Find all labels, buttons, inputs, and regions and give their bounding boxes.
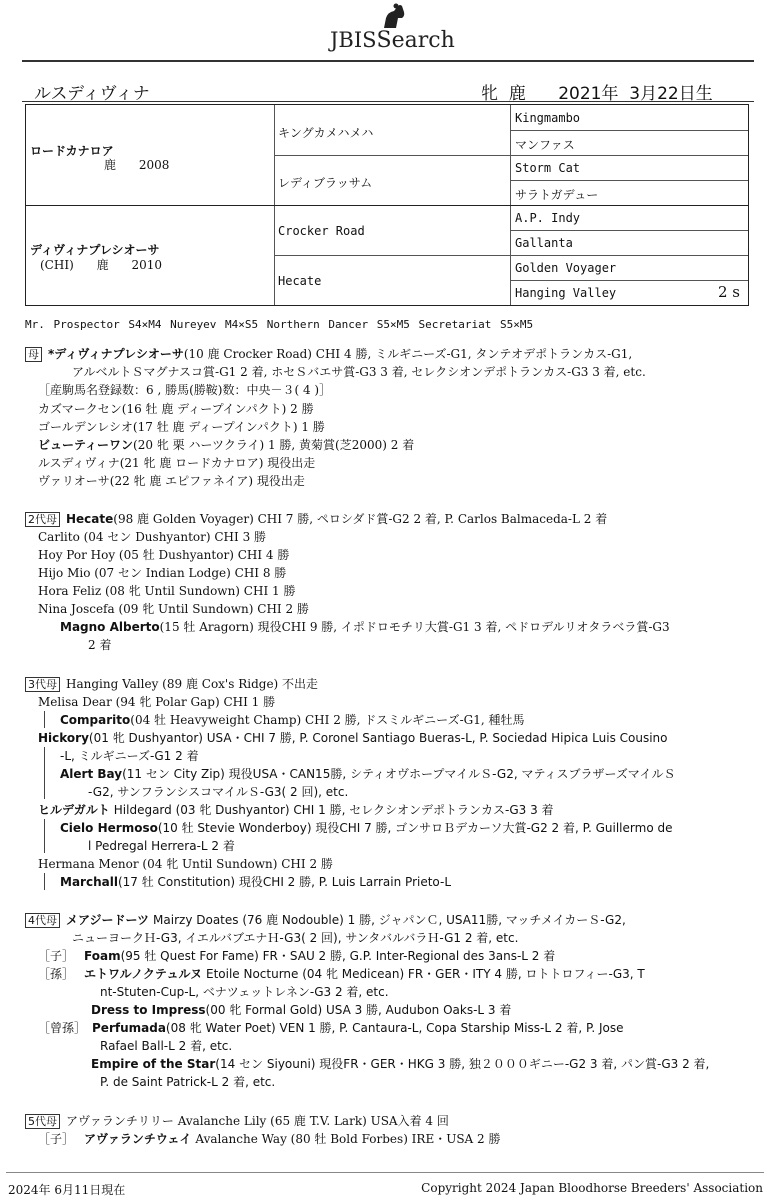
g5-line-1: 5代母 アヴァランチリリー Avalanche Lily (65 鹿 T.V. Lark) USA入着 4 回 (25, 1113, 449, 1129)
dam-line-3: ［産駒馬名登録数：6 , 勝馬(勝鞍)数：中央－３( 4 )］ (38, 383, 332, 397)
section-tag-g4: 4代母 (25, 913, 60, 928)
indent-bar (44, 747, 45, 799)
g3-hil: ヒルデガルト Hildegard (03 牝 Dushyantor) CHI 1 勝, セレクシオンデポトランカス-G3 3 着 (38, 803, 554, 817)
g2-sub: Magno Alberto(15 牡 Aragorn) 現役CHI 9 勝, イポドロモチリ大賞-G1 3 着, ペドロデルリオタラベラ賞-G3 (60, 620, 670, 634)
indent-bar (44, 711, 45, 728)
gen3-7[interactable]: Golden Voyager (515, 261, 617, 275)
alert-bay-link[interactable]: Alert Bay (60, 767, 123, 781)
foam-link[interactable]: Foam (84, 949, 121, 963)
foal-row: ルスディヴィナ(21 牝 鹿 ロードカナロア) 現役出走 (38, 456, 316, 470)
g3-cielo: Cielo Hermoso(10 牡 Stevie Wonderboy) 現役CHI 7 勝, ゴンサロＢデカーソ大賞-G2 2 着, P. Guillermo de (60, 821, 673, 835)
sire-name[interactable]: ロードカナロア (30, 144, 114, 158)
pedigree-size: 2 s (718, 283, 741, 301)
indent-bar (44, 873, 45, 890)
indent-bar (44, 819, 45, 853)
g3-hickory-2: -L, ミルギニーズ-G1 2 着 (60, 749, 199, 763)
gen3-8[interactable]: Hanging Valley (515, 286, 617, 300)
footer-date: 2024年 6月11日現在 (8, 1183, 126, 1197)
g3-marchall: Marchall(17 牡 Constitution) 現役CHI 2 勝, P. Luis Larrain Prieto-L (60, 875, 452, 889)
horse-info: 牝 鹿 2021年 3月22日生 (481, 84, 713, 104)
foal-link[interactable]: ルスディヴィナ (38, 456, 120, 470)
g3-cielo-2: l Pedregal Herrera-L 2 着 (88, 839, 235, 853)
g4-child: ［子］ Foam(95 牡 Quest For Fame) FR・SAU 2 勝, G.P. Inter-Regional des 3ans-L 2 着 (38, 949, 556, 963)
hickory-link[interactable]: Hickory (38, 731, 89, 745)
site-logo[interactable]: JBISSearch (330, 28, 455, 53)
gen3-6[interactable]: Gallanta (515, 236, 573, 250)
section-tag-g3: 3代母 (25, 677, 60, 692)
g4-empire-2: P. de Saint Patrick-L 2 着, etc. (100, 1075, 276, 1089)
g3-hickory: Hickory(01 牝 Dushyantor) USA・CHI 7 勝, P. Coronel Santiago Bueras-L, P. Sociedad Hipica Luis Cousino (38, 731, 668, 745)
g4-grand-2: nt-Stuten-Cup-L, ベナツェットレネン-G3 2 着, etc. (100, 985, 389, 999)
foal-row: ビューティーワン(20 牝 栗 ハーツクライ) 1 勝, 黄菊賞(芝2000) 2 着 (38, 438, 415, 452)
g3-alert: Alert Bay(11 セン City Zip) 現役USA・CAN15勝, シティオヴホープマイルＳ-G2, マティスブラザーズマイルＳ (60, 767, 676, 781)
g3-comparito: Comparito(04 牡 Heavyweight Champ) CHI 2 勝, ドスミルギニーズ-G1, 種牡馬 (60, 713, 525, 727)
footer-copyright: Copyright 2024 Japan Bloodhorse Breeders' Association (421, 1181, 763, 1195)
gen2-dam-sire[interactable]: Crocker Road (278, 224, 365, 238)
dam-name[interactable]: ディヴィナプレシオーサ (30, 243, 160, 257)
gen3-2[interactable]: マンファス (515, 138, 575, 152)
g4-grand: ［孫］ エトワルノクテュルヌ Etoile Nocturne (04 牝 Medicean) FR・GER・ITY 4 勝, ロトトロフィー-G3, T (38, 967, 645, 981)
gen2-sire-dam[interactable]: レディブラッサム (278, 176, 373, 190)
g2-foal: Carlito (04 セン Dushyantor) CHI 3 勝 (38, 530, 267, 544)
foal-row: ゴールデンレシオ(17 牡 鹿 ディープインパクト) 1 勝 (38, 420, 325, 434)
section-tag-dam: 母 (25, 347, 42, 362)
dam-line-1: 母 *ディヴィナプレシオーサ(10 鹿 Crocker Road) CHI 4 勝, ミルギニーズ-G1, タンテオデポトランカス-G1, (25, 346, 632, 362)
g4-dress: Dress to Impress(00 牝 Formal Gold) USA 3 勝, Audubon Oaks-L 3 着 (91, 1003, 512, 1017)
foal-row: カズマークセン(16 牡 鹿 ディープインパクト) 2 勝 (38, 402, 314, 416)
comparito-link[interactable]: Comparito (60, 713, 131, 727)
g4-empire: Empire of the Star(14 セン Siyouni) 現役FR・GER・HKG 3 勝, 独２０００ギニー-G2 3 着, パン賞-G3 2 着, (91, 1057, 710, 1071)
g2-foal: Nina Joscefa (09 牝 Until Sundown) CHI 2 勝 (38, 602, 309, 616)
dam-link[interactable]: *ディヴィナプレシオーサ (48, 347, 184, 361)
marchall-link[interactable]: Marchall (60, 875, 118, 889)
g2-foal: Hora Feliz (08 牝 Until Sundown) CHI 1 勝 (38, 584, 296, 598)
section-tag-g5: 5代母 (25, 1114, 60, 1129)
gen2-sire-sire[interactable]: キングカメハメハ (278, 126, 374, 140)
g2-foal: Hoy Por Hoy (05 牡 Dushyantor) CHI 4 勝 (38, 548, 290, 562)
dress-link[interactable]: Dress to Impress (91, 1003, 206, 1017)
etoile-link[interactable]: エトワルノクテュルヌ (84, 967, 202, 981)
section-tag-g2: 2代母 (25, 512, 60, 527)
foal-link[interactable]: ヴァリオーサ (38, 474, 110, 488)
dam-line-2: アルベルトＳマグナスコ賞-G1 2 着, ホセＳバエサ賞-G3 3 着, セレクシオンデポトランカス-G3 3 着, etc. (72, 365, 646, 379)
name-divider (22, 101, 754, 102)
g2-line-1: 2代母 Hecate(98 鹿 Golden Voyager) CHI 7 勝, ペロシダド賞-G2 2 着, P. Carlos Balmaceda-L 2 着 (25, 511, 607, 527)
site-header (0, 0, 775, 60)
g4-line-2: ニューヨークＨ-G3, イエルバブエナＨ-G3( 2 回), サンタバルバラＨ-G1 2 着, etc. (72, 931, 519, 945)
gen3-1[interactable]: Kingmambo (515, 111, 581, 125)
pedigree-table (25, 104, 749, 306)
g3-hermana: Hermana Menor (04 牝 Until Sundown) CHI 2 勝 (38, 857, 333, 871)
foal-row: ヴァリオーサ(22 牝 鹿 エピファネイア) 現役出走 (38, 474, 305, 488)
horse-name: ルスディヴィナ (34, 84, 150, 104)
foal-link[interactable]: ビューティーワン (38, 438, 134, 452)
g4-link[interactable]: メアジードーツ (66, 913, 150, 927)
g4-line-1: 4代母 メアジードーツ Mairzy Doates (76 鹿 Nodouble) 1 勝, ジャパンＣ, USA11勝, マッチメイカーＳ-G2, (25, 912, 626, 928)
foal-link[interactable]: カズマークセン (38, 402, 122, 416)
inbreeding-line: Mr. Prospector S4×M4 Nureyev M4×S5 Northern Dancer S5×M5 Secretariat S5×M5 (25, 318, 534, 331)
gen3-4[interactable]: サラトガデュー (515, 188, 599, 202)
g2-sub-2: 2 着 (88, 638, 112, 652)
gen3-3[interactable]: Storm Cat (515, 161, 581, 175)
gen2-dam-dam[interactable]: Hecate (278, 274, 322, 288)
footer-divider (6, 1172, 764, 1173)
g4-great: ［曾孫］ Perfumada(08 牝 Water Poet) VEN 1 勝, P. Cantaura-L, Copa Starship Miss-L 2 着, P. Jose (38, 1021, 624, 1035)
hildegard-link[interactable]: ヒルデガルト (38, 803, 110, 817)
g2-foal: Hijo Mio (07 セン Indian Lodge) CHI 8 勝 (38, 566, 287, 580)
avalanche-way-link[interactable]: アヴァランチウェイ (84, 1132, 192, 1146)
header-divider (22, 60, 754, 62)
g3-foal: Melisa Dear (94 牝 Polar Gap) CHI 1 勝 (38, 695, 276, 709)
g3-line-1: 3代母 Hanging Valley (89 鹿 Cox's Ridge) 不出走 (25, 676, 318, 692)
g3-alert-2: -G2, サンフランシスコマイルＳ-G3( 2 回), etc. (88, 785, 349, 799)
g2-link[interactable]: Hecate (66, 512, 114, 526)
cielo-link[interactable]: Cielo Hermoso (60, 821, 158, 835)
g4-great-2: Rafael Ball-L 2 着, etc. (100, 1039, 233, 1053)
gen3-5[interactable]: A.P. Indy (515, 211, 581, 225)
g5-child: ［子］ アヴァランチウェイ Avalanche Way (80 牡 Bold Forbes) IRE・USA 2 勝 (38, 1132, 501, 1146)
foal-link[interactable]: ゴールデンレシオ (38, 420, 133, 434)
sire-detail: 鹿 2008 (104, 158, 170, 172)
dam-detail: (CHI) 鹿 2010 (40, 258, 163, 272)
perfumada-link[interactable]: Perfumada (92, 1021, 166, 1035)
empire-link[interactable]: Empire of the Star (91, 1057, 216, 1071)
g2-sub-link[interactable]: Magno Alberto (60, 620, 160, 634)
